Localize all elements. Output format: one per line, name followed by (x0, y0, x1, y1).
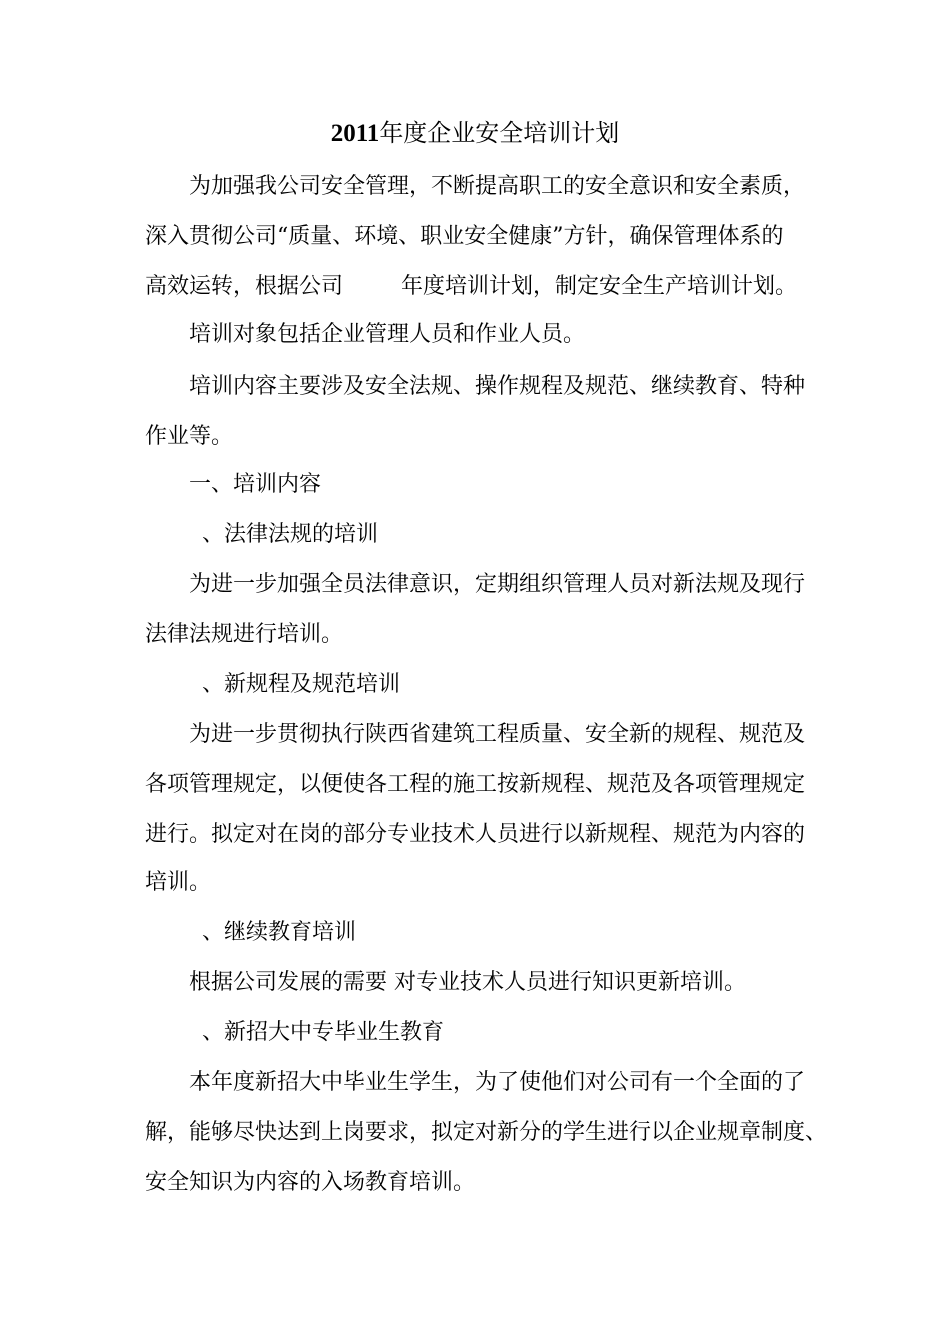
document-title (145, 116, 805, 151)
intro-line-3a: 高效运转，根据公司 (145, 274, 344, 299)
item-paragraph-line: 法律法规进行培训。 (145, 622, 344, 647)
item-heading: 、继续教育培训 (202, 920, 357, 945)
item-paragraph-line: 为进一步加强全员法律意识，定期组织管理人员对新法规及现行 (189, 572, 806, 597)
item-paragraph-line: 培训。 (145, 870, 212, 895)
item-heading: 、新招大中专毕业生教育 (202, 1020, 445, 1045)
content-scope-line-1: 培训内容主要涉及安全法规、操作规程及规范、继续教育、特种 (189, 374, 806, 399)
intro-line-1: 为加强我公司安全管理，不断提高职工的安全意识和安全素质， (189, 174, 806, 199)
intro-line-3 (145, 270, 797, 304)
intro-line-3b: 年度培训计划，制定安全生产培训计划。 (401, 274, 798, 299)
item-paragraph-line: 解，能够尽快达到上岗要求，拟定对新分的学生进行以企业规章制度、 (145, 1120, 828, 1145)
content-scope-line-2: 作业等。 (145, 424, 234, 449)
item-paragraph-line: 根据公司发展的需要 对专业技术人员进行知识更新培训。 (189, 970, 746, 995)
intro-line-2: 深入贯彻公司“质量、环境、职业安全健康”方针，确保管理体系的 (145, 224, 784, 249)
item-paragraph-line: 本年度新招大中毕业生学生，为了使他们对公司有一个全面的了 (189, 1070, 806, 1095)
section-heading: 一、培训内容 (189, 472, 322, 497)
item-heading: 、新规程及规范培训 (202, 672, 401, 697)
title-text: 年度企业安全培训计划 (379, 119, 620, 147)
training-targets: 培训对象包括企业管理人员和作业人员。 (189, 322, 586, 347)
item-paragraph-line: 进行。拟定对在岗的部分专业技术人员进行以新规程、规范为内容的 (145, 822, 806, 847)
title-year: 2011 (330, 120, 380, 147)
item-paragraph-line: 为进一步贯彻执行陕西省建筑工程质量、安全新的规程、规范及 (189, 722, 806, 747)
item-heading: 、法律法规的培训 (202, 522, 379, 547)
item-paragraph-line: 各项管理规定，以便使各工程的施工按新规程、规范及各项管理规定 (145, 772, 806, 797)
item-paragraph-line: 安全知识为内容的入场教育培训。 (145, 1170, 476, 1195)
